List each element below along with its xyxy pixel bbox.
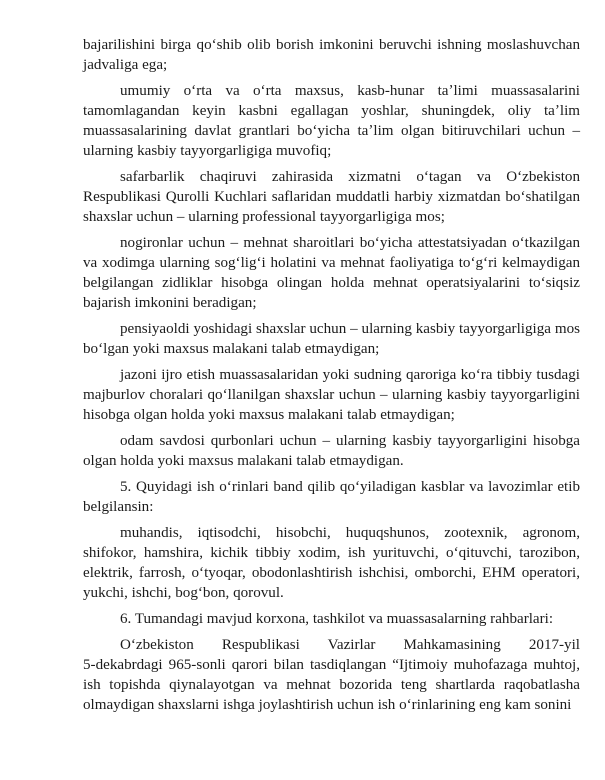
paragraph-item-5-heading: 5. Quyidagi ish oʻrinlari band qilib qoʻyiladigan kasblar va lavozimlar etib belgilansin: [83,479,580,515]
paragraph-item-6-heading: 6. Tumandagi mavjud korxona, tashkilot va muassasalarning rahbarlari: [120,611,554,627]
paragraph-trafficking-victims: odam savdosi qurbonlari uchun – ularning kasbiy tayyorgarligini hisobga olgan holda yoki maxsus malakani talab etmaydigan. [83,433,580,469]
paragraph-cabinet-resolution-continuation: 5-dekabrdagi 965-sonli qarori bilan tasdiqlangan “Ijtimoiy muhofazaga muhtoj, ish topishda qiynalayotgan va mehnat bozorida teng shartlarda raqobatlasha olmaydigan shaxslarni ishga joylashtirish uchun ish oʻrinlarining eng kam sonini [83,657,580,713]
document-text-block [83,35,580,721]
paragraph-military-service: safarbarlik chaqiruvi zahirasida xizmatni oʻtagan va Oʻzbekiston Respublikasi Qurolli Kuchlari saflaridan muddatli harbiy xizmatdan boʻshatilgan shaxslar uchun – ularning professional tayyorgarligiga mos; [83,169,580,225]
paragraph-cabinet-resolution [83,635,580,715]
paragraph-professions-list: muhandis, iqtisodchi, hisobchi, huquqshunos, zootexnik, agronom, shifokor, hamshira, kichik tibbiy xodim, ish yurituvchi, oʻqituvchi, tarozibon, elektrik, farrosh, oʻtyoqar, obodonlashtirish ishchisi, omborchi, EHM operatori, yukchi, ishchi, bogʻbon, qorovul. [83,525,580,601]
paragraph-pre-pension-age: pensiyaoldi yoshidagi shaxslar uchun – ularning kasbiy tayyorgarligiga mos boʻlgan yoki maxsus malakani talab etmaydigan; [83,321,580,357]
paragraph-disabled-persons: nogironlar uchun – mehnat sharoitlari boʻyicha attestatsiyadan oʻtkazilgan va xodimga ularning sogʻligʻi holatini va mehnat faoliyatiga toʻgʻri kelmaydigan belgilangan zidliklar hisobga olingan holda mehnat operatsiyalarini toʻsiqsiz bajarish imkonini beradigan; [83,235,580,311]
paragraph-flexible-schedule: bajarilishini birga qoʻshib olib borish imkonini beruvchi ishning moslashuvchan jadvaliga ega; [83,37,580,73]
paragraph-penal-institutions: jazoni ijro etish muassasalaridan yoki sudning qaroriga koʻra tibbiy tusdagi majburlov choralari qoʻllanilgan shaxslar uchun – ularning kasbiy tayyorgarligini hisobga olgan holda yoki maxsus malakani talab etmaydigan; [83,367,580,423]
paragraph-education-graduates: umumiy oʻrta va oʻrta maxsus, kasb-hunar taʼlimi muassasalarini tamomlagandan keyin kasbni egallagan yoshlar, shuningdek, oliy taʼlim muassasalarining davlat grantlari boʻyicha taʼlim olgan bitiruvchilari uchun – ularning kasbiy tayyorgarligiga muvofiq; [83,83,580,159]
paragraph-cabinet-resolution-line-1: Oʻzbekiston Respublikasi Vazirlar Mahkamasining 2017-yil [120,637,580,653]
